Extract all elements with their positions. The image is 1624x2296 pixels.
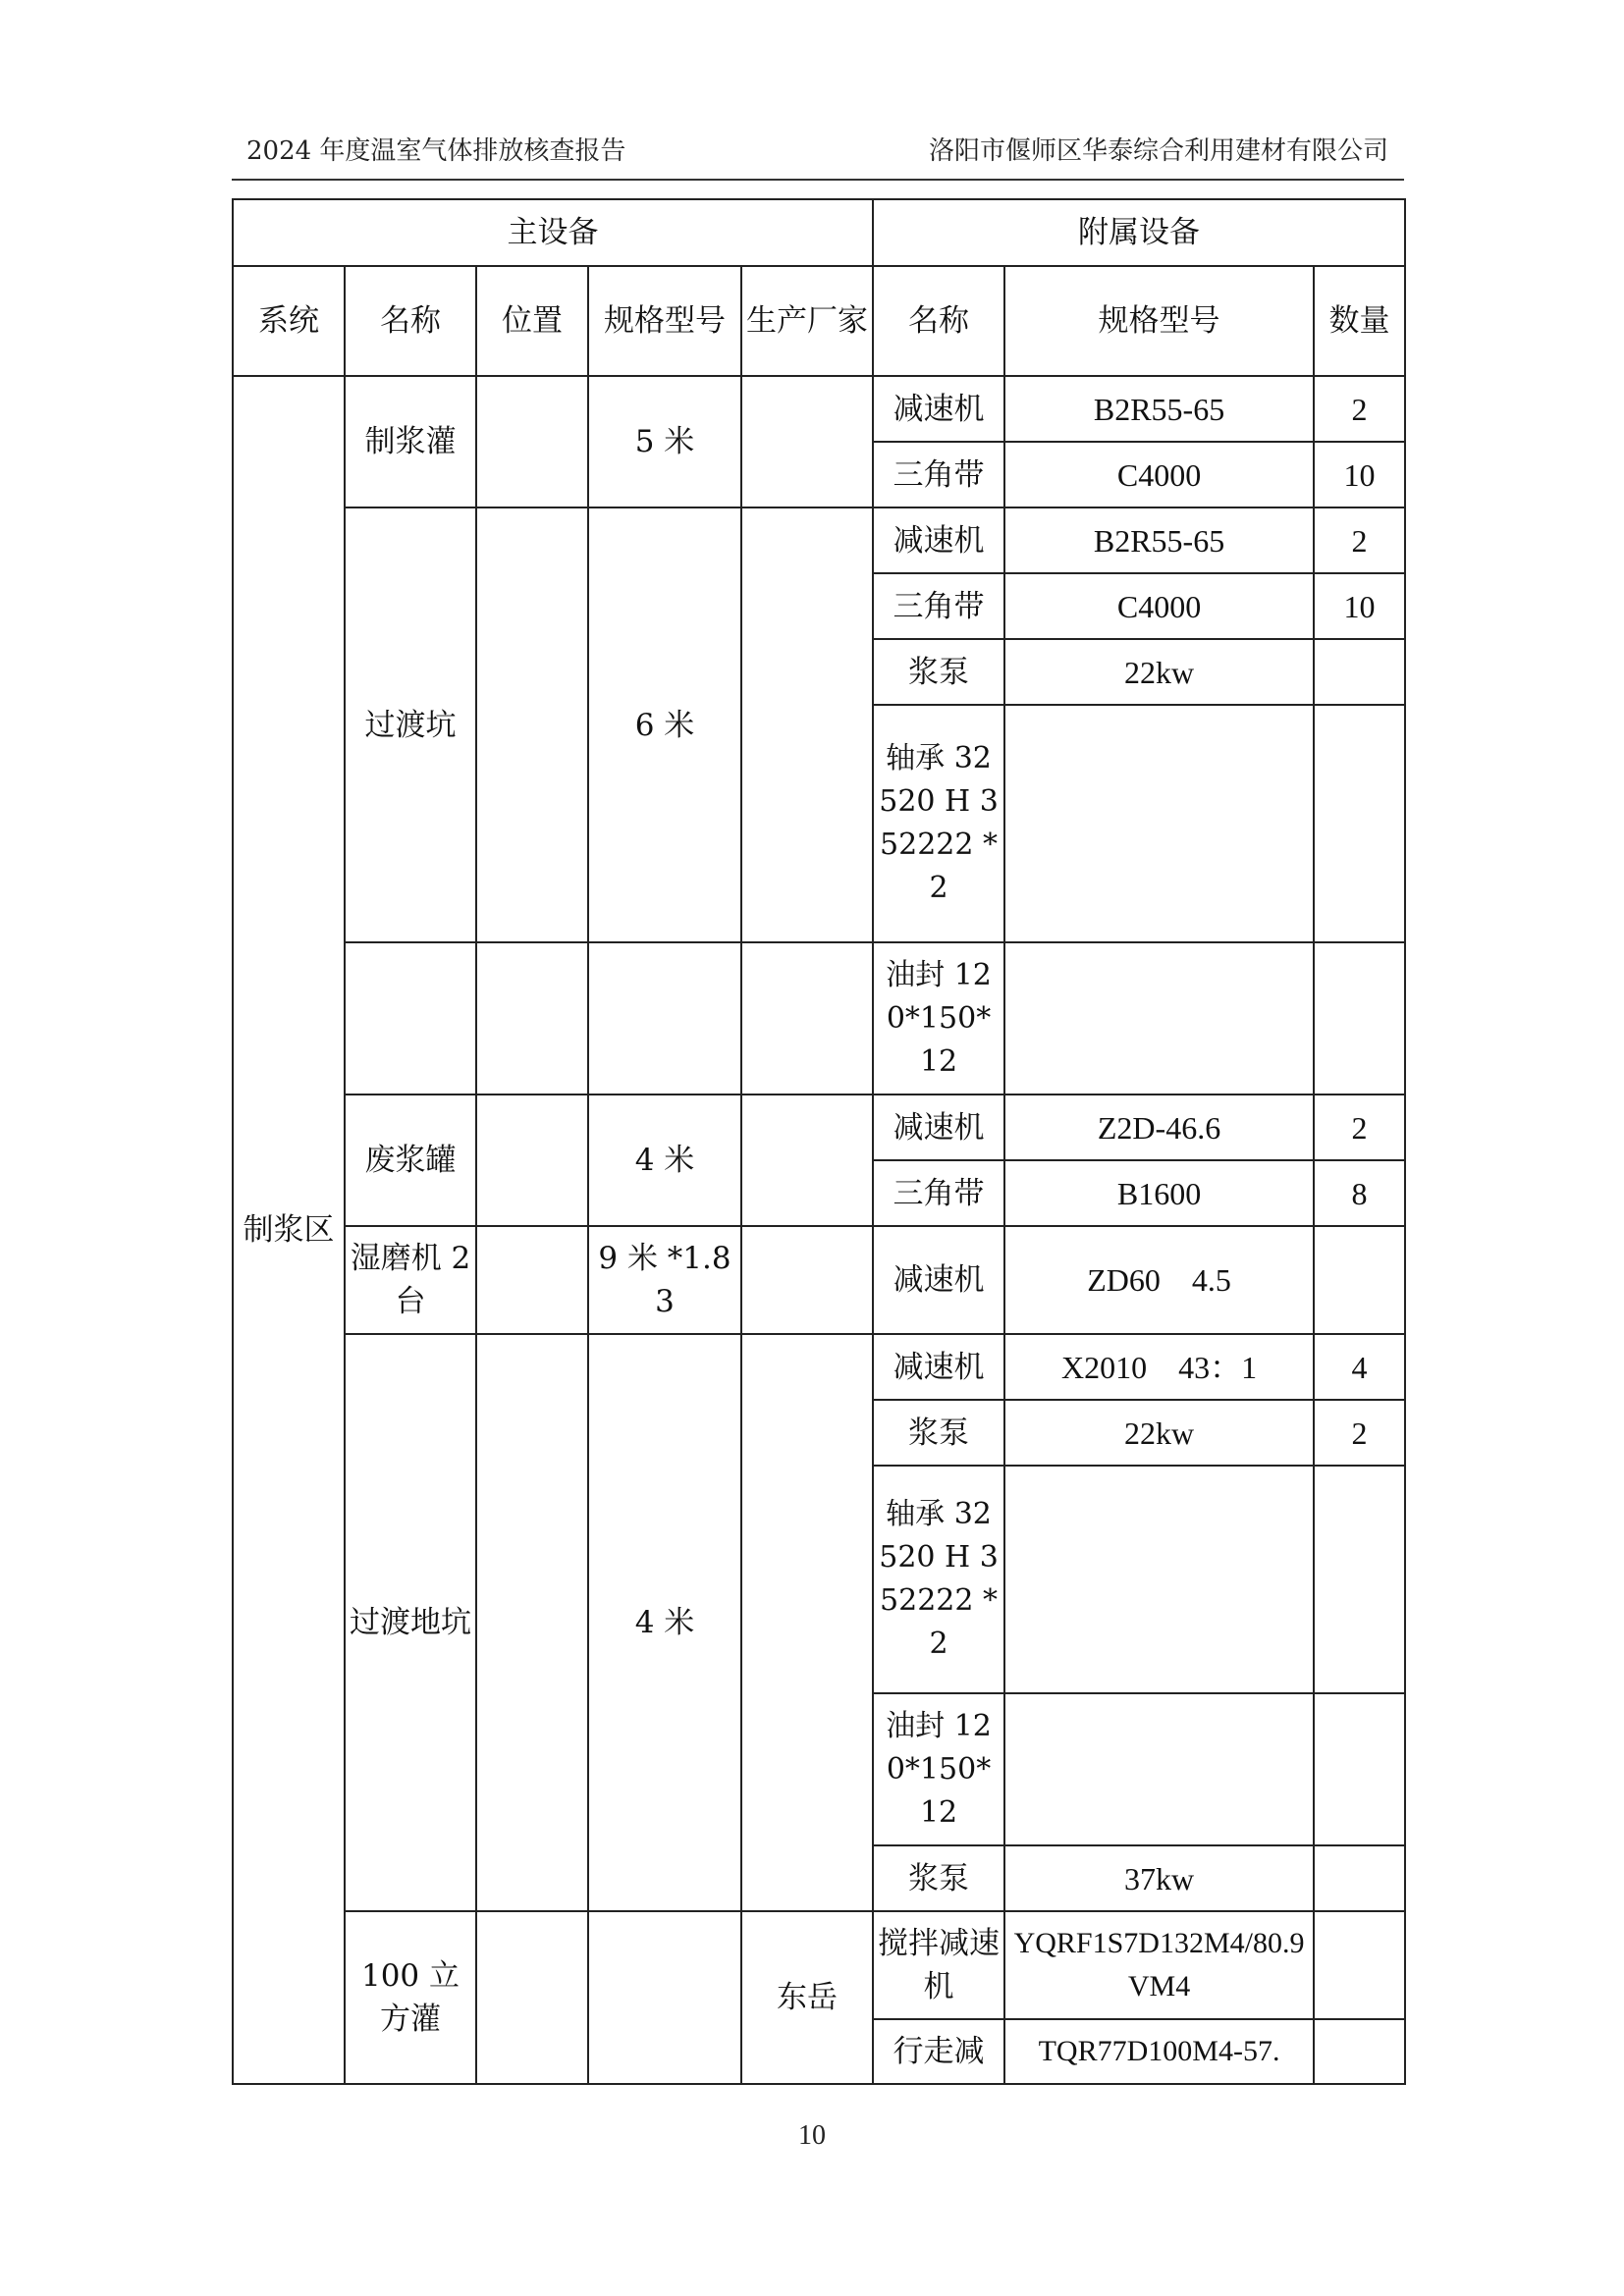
- aux-qty: 4: [1314, 1334, 1405, 1400]
- company-name-header: 洛阳市偃师区华泰综合利用建材有限公司: [928, 136, 1388, 166]
- aux-name: 三角带: [873, 573, 1004, 639]
- aux-spec: Z2D-46.6: [1004, 1095, 1314, 1160]
- aux-name: 三角带: [873, 1160, 1004, 1226]
- aux-spec: 22kw: [1004, 639, 1314, 705]
- equip-spec: 6 米: [588, 507, 741, 942]
- aux-spec: X2010 43：1: [1004, 1334, 1314, 1400]
- table-row: [233, 1334, 1405, 1400]
- equip-spec: 4 米: [588, 1334, 741, 1911]
- aux-qty: 2: [1314, 376, 1405, 442]
- equip-location: [476, 1911, 588, 2084]
- aux-spec: ZD60 4.5: [1004, 1226, 1314, 1334]
- equip-name: 废浆罐: [345, 1095, 476, 1226]
- equip-location: [476, 376, 588, 507]
- aux-spec: [1004, 1466, 1314, 1693]
- aux-name: 减速机: [873, 376, 1004, 442]
- equip-location: [476, 1095, 588, 1226]
- column-header-row: [233, 266, 1405, 376]
- equipment-table: [232, 198, 1406, 2085]
- aux-qty: [1314, 1845, 1405, 1911]
- col-header-name: 名称: [345, 266, 476, 376]
- table-row: [233, 1226, 1405, 1334]
- aux-qty: [1314, 1226, 1405, 1334]
- table-row: [233, 1095, 1405, 1160]
- equip-maker: [741, 1095, 873, 1226]
- aux-spec: C4000: [1004, 442, 1314, 507]
- aux-qty: 8: [1314, 1160, 1405, 1226]
- aux-name: 行走减: [873, 2019, 1004, 2084]
- system-cell: 制浆区: [233, 376, 345, 2084]
- equip-spec: 5 米: [588, 376, 741, 507]
- equip-spec: [588, 942, 741, 1095]
- aux-qty: 10: [1314, 442, 1405, 507]
- equip-spec: [588, 1911, 741, 2084]
- aux-name: 油封 120*150*12: [873, 1693, 1004, 1845]
- aux-name: 减速机: [873, 1095, 1004, 1160]
- equip-name: 制浆灌: [345, 376, 476, 507]
- aux-spec: YQRF1S7D132M4/80.9VM4: [1004, 1911, 1314, 2019]
- aux-spec: [1004, 1693, 1314, 1845]
- equip-maker: [741, 1226, 873, 1334]
- col-header-location: 位置: [476, 266, 588, 376]
- report-title-header: 2024 年度温室气体排放核查报告: [246, 136, 626, 166]
- aux-name: 三角带: [873, 442, 1004, 507]
- equip-name: 100 立方灌: [345, 1911, 476, 2084]
- aux-qty: 10: [1314, 573, 1405, 639]
- aux-qty: [1314, 1693, 1405, 1845]
- col-header-system: 系统: [233, 266, 345, 376]
- aux-name: 减速机: [873, 1334, 1004, 1400]
- equip-maker: [741, 376, 873, 507]
- table-row: [233, 507, 1405, 573]
- aux-spec: B2R55-65: [1004, 376, 1314, 442]
- aux-qty: [1314, 639, 1405, 705]
- col-header-aux-spec: 规格型号: [1004, 266, 1314, 376]
- col-header-aux-name: 名称: [873, 266, 1004, 376]
- equip-maker: [741, 507, 873, 942]
- aux-name: 减速机: [873, 1226, 1004, 1334]
- aux-name: 浆泵: [873, 639, 1004, 705]
- aux-spec: 22kw: [1004, 1400, 1314, 1466]
- header-rule: [232, 179, 1404, 181]
- equip-spec: 4 米: [588, 1095, 741, 1226]
- equip-name: 过渡地坑: [345, 1334, 476, 1911]
- equip-maker: 东岳: [741, 1911, 873, 2084]
- page-number: 10: [798, 2120, 826, 2151]
- aux-qty: 2: [1314, 1400, 1405, 1466]
- aux-spec: B2R55-65: [1004, 507, 1314, 573]
- equip-name: [345, 942, 476, 1095]
- equip-maker: [741, 942, 873, 1095]
- equip-location: [476, 507, 588, 942]
- aux-name: 轴承 32520 H 352222 *2: [873, 1466, 1004, 1693]
- aux-qty: [1314, 705, 1405, 942]
- aux-name: 减速机: [873, 507, 1004, 573]
- equip-location: [476, 1334, 588, 1911]
- equip-maker: [741, 1334, 873, 1911]
- table-row: [233, 942, 1405, 1095]
- aux-name: 搅拌减速机: [873, 1911, 1004, 2019]
- aux-qty: [1314, 1466, 1405, 1693]
- aux-qty: [1314, 942, 1405, 1095]
- aux-spec: B1600: [1004, 1160, 1314, 1226]
- aux-spec: C4000: [1004, 573, 1314, 639]
- aux-spec: TQR77D100M4-57.: [1004, 2019, 1314, 2084]
- aux-name: 浆泵: [873, 1845, 1004, 1911]
- aux-qty: 2: [1314, 1095, 1405, 1160]
- equip-location: [476, 942, 588, 1095]
- aux-name: 浆泵: [873, 1400, 1004, 1466]
- aux-name: 油封 120*150*12: [873, 942, 1004, 1095]
- group-header-row: [233, 199, 1405, 266]
- table-row: [233, 1911, 1405, 2019]
- aux-name: 轴承 32520 H 352222 *2: [873, 705, 1004, 942]
- aux-spec: 37kw: [1004, 1845, 1314, 1911]
- aux-qty: [1314, 1911, 1405, 2019]
- col-header-maker: 生产厂家: [741, 266, 873, 376]
- table-row: [233, 376, 1405, 442]
- equip-name: 湿磨机 2 台: [345, 1226, 476, 1334]
- equip-name: 过渡坑: [345, 507, 476, 942]
- aux-qty: [1314, 2019, 1405, 2084]
- aux-spec: [1004, 705, 1314, 942]
- col-header-spec: 规格型号: [588, 266, 741, 376]
- equip-location: [476, 1226, 588, 1334]
- equip-spec: 9 米 *1.83: [588, 1226, 741, 1334]
- main-equipment-header: 主设备: [233, 199, 873, 266]
- aux-equipment-header: 附属设备: [873, 199, 1405, 266]
- aux-spec: [1004, 942, 1314, 1095]
- aux-qty: 2: [1314, 507, 1405, 573]
- col-header-qty: 数量: [1314, 266, 1405, 376]
